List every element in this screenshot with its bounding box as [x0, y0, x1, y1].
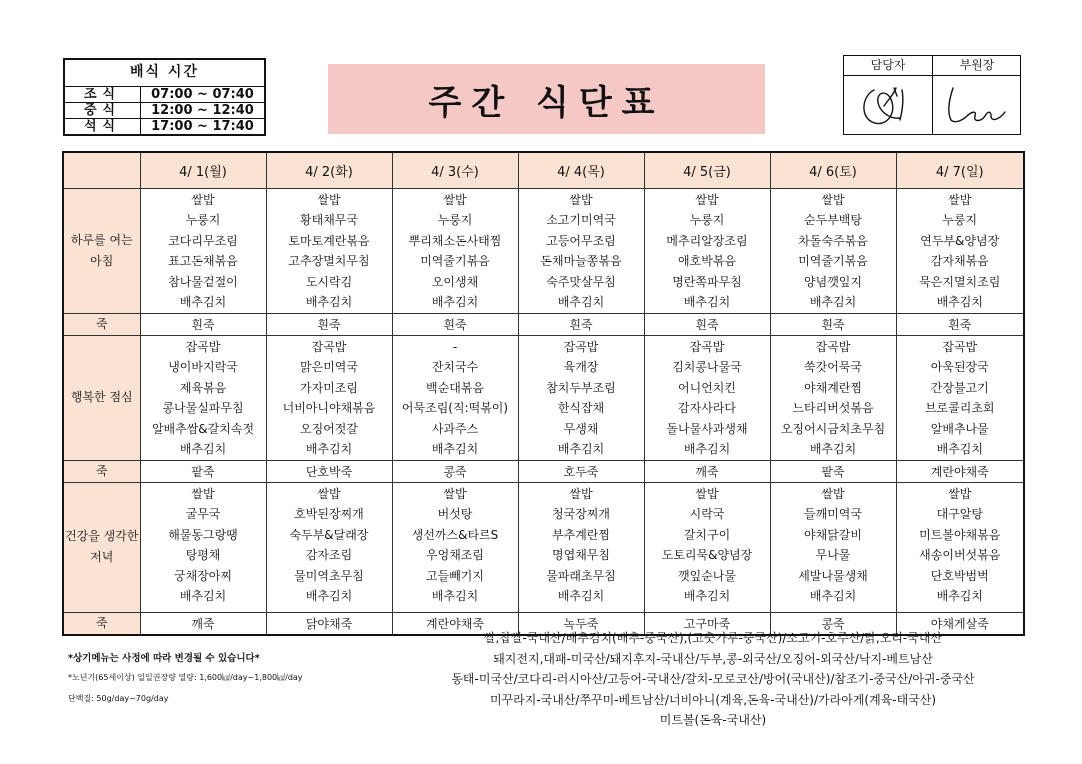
menu-item: 잡곡밥	[185, 339, 221, 354]
day-header-row	[63, 152, 1024, 188]
menu-item: 오이생채	[431, 274, 479, 289]
porridge-cell: 콩죽	[770, 612, 896, 635]
origin-line: 쌀,찹쌀-국내산/배추김치(배추-중국산),(고춧가루-중국산)/소고기-호주산/닭,오리-국내산	[483, 631, 943, 645]
menu-item: 어묵조림(직:떡볶이)	[401, 401, 509, 415]
menu-item: 들깨미역국	[804, 507, 862, 521]
menu-item: 어니언치킨	[678, 380, 736, 395]
menu-item: 쌀밥	[821, 192, 845, 207]
porridge-cell: 흰죽	[896, 313, 1024, 335]
meal-label: 건강을 생각한 저녁	[63, 482, 140, 612]
meal-time-row-lunch	[65, 103, 264, 119]
menu-item: 야채닭갈비	[804, 527, 862, 542]
porridge-cell: 흰죽	[644, 313, 770, 335]
porridge-cell: 팥죽	[140, 460, 266, 482]
menu-item: 배추김치	[305, 442, 353, 456]
menu-item: 세발나물생채	[798, 568, 868, 583]
menu-item: 물미역초무침	[294, 568, 364, 583]
menu-item: 배추김치	[809, 589, 857, 603]
manager-signature	[844, 76, 932, 138]
menu-item: 배추김치	[305, 589, 353, 603]
menu-item: 미역줄기볶음	[798, 254, 868, 268]
menu-item: 뿌리채소돈사태찜	[408, 233, 502, 248]
menu-item: 소고기미역국	[546, 213, 616, 227]
vice-director-label: 부원장	[933, 56, 1021, 76]
menu-item: 토마토계란볶음	[288, 233, 370, 248]
menu-item: 참나물겉절이	[168, 274, 238, 289]
menu-item: 메추리알장조림	[666, 233, 748, 248]
menu-item: 부추계란찜	[552, 527, 610, 542]
porridge-row-breakfast	[63, 313, 1024, 335]
menu-item: 고추장멸치무침	[288, 254, 370, 268]
menu-item: 미트볼야채볶음	[919, 527, 1001, 542]
menu-item: 배추김치	[683, 589, 731, 603]
menu-item: 배추김치	[809, 295, 857, 309]
menu-item: 새송이버섯볶음	[919, 548, 1001, 562]
menu-item: 쌀밥	[569, 192, 593, 207]
menu-item: 갈치구이	[683, 527, 731, 542]
menu-item: 쌀밥	[191, 486, 215, 501]
menu-item: 해물동그랑땡	[168, 527, 238, 542]
menu-list	[771, 336, 896, 460]
menu-item: 쌀밥	[443, 486, 467, 501]
menu-item: 느타리버섯볶음	[792, 401, 874, 415]
menu-item: 명란쪽파무침	[672, 274, 742, 289]
menu-list	[393, 483, 518, 607]
meal-row-breakfast	[63, 188, 1024, 313]
menu-item: 굴무국	[185, 507, 221, 521]
meal-time-label: 중식	[65, 103, 141, 118]
manager-label: 담당자	[844, 56, 932, 76]
menu-item: 대구알탕	[936, 507, 983, 521]
menu-item: 배추김치	[809, 442, 857, 456]
menu-item: 쌀밥	[821, 486, 845, 501]
menu-list	[645, 336, 770, 460]
porridge-cell: 녹두죽	[518, 612, 644, 635]
menu-item: 쌀밥	[191, 192, 215, 207]
menu-cell	[770, 335, 896, 460]
menu-cell	[140, 482, 266, 612]
menu-item: 백순대볶음	[426, 380, 484, 395]
menu-list	[771, 483, 896, 607]
menu-item: 잔치국수	[431, 360, 479, 374]
menu-item: 쌀밥	[948, 486, 972, 501]
menu-cell	[896, 188, 1024, 313]
menu-cell	[896, 335, 1024, 460]
menu-item: 배추김치	[305, 295, 353, 309]
menu-item: 배추김치	[431, 442, 479, 456]
day-header: 4/ 7(일)	[896, 152, 1024, 188]
menu-item: 누룽지	[185, 213, 221, 227]
menu-item: 쌀밥	[948, 192, 972, 207]
menu-item: 오징어시금치초무침	[780, 421, 886, 436]
day-header: 4/ 1(월)	[140, 152, 266, 188]
vice-director-signature	[933, 76, 1021, 138]
menu-cell	[140, 188, 266, 313]
menu-list	[771, 189, 896, 313]
day-header: 4/ 6(토)	[770, 152, 896, 188]
menu-list	[267, 483, 392, 607]
meal-time-value: 07:00 ~ 07:40	[151, 87, 254, 102]
porridge-cell: 고구마죽	[644, 612, 770, 635]
menu-cell	[518, 482, 644, 612]
menu-item: 배추김치	[179, 442, 227, 456]
menu-list	[267, 336, 392, 460]
menu-list	[519, 483, 644, 607]
menu-item: 잡곡밥	[563, 339, 599, 354]
meal-row-dinner	[63, 482, 1024, 612]
menu-list	[519, 336, 644, 460]
menu-item: 생선까스&타르S	[411, 527, 499, 542]
porridge-label: 죽	[63, 313, 140, 335]
menu-item: 배추김치	[683, 295, 731, 309]
porridge-cell: 계란야채죽	[392, 612, 518, 635]
menu-item: 애호박볶음	[678, 254, 736, 268]
menu-item: 김치콩나물국	[672, 360, 742, 374]
porridge-cell: 단호박죽	[266, 460, 392, 482]
porridge-cell: 흰죽	[140, 313, 266, 335]
handwritten-signature-vice	[933, 76, 1021, 134]
menu-cell	[644, 335, 770, 460]
origin-info	[398, 628, 1028, 731]
protein-note: 단백질: 50g/day~70g/day	[68, 694, 169, 703]
menu-item: 맑은미역국	[300, 360, 358, 374]
menu-item: 무나물	[815, 548, 851, 562]
menu-item: 알배추쌈&갈치속젓	[151, 421, 255, 436]
menu-list	[897, 189, 1024, 313]
menu-item: 야채계란찜	[804, 380, 862, 395]
menu-cell	[392, 335, 518, 460]
menu-item: 너비아니야채볶음	[282, 401, 376, 415]
menu-cell	[392, 188, 518, 313]
meal-time-box	[63, 58, 266, 136]
porridge-cell: 흰죽	[392, 313, 518, 335]
menu-item: 양념깻잎지	[804, 274, 862, 289]
menu-cell	[266, 188, 392, 313]
menu-item: 배추김치	[179, 295, 227, 309]
porridge-row-lunch	[63, 460, 1024, 482]
menu-item: 우엉채조림	[426, 548, 484, 562]
meal-time-row-dinner	[65, 119, 264, 135]
header-corner	[63, 152, 140, 188]
menu-item: 냉이바지락국	[168, 360, 238, 374]
menu-cell	[896, 482, 1024, 612]
menu-item: 배추김치	[936, 295, 983, 309]
menu-item: 쌀밥	[569, 486, 593, 501]
page-title: 주간 식단표	[428, 82, 665, 123]
menu-list	[267, 189, 392, 313]
menu-item: 누룽지	[689, 213, 725, 227]
menu-list	[393, 336, 518, 460]
menu-list	[645, 483, 770, 607]
menu-list	[519, 189, 644, 313]
menu-item: 아욱된장국	[930, 360, 989, 374]
meal-label: 행복한 점심	[63, 335, 140, 460]
menu-list	[897, 336, 1024, 460]
origin-line: 동태-미국산/코다리-러시아산/고등어-국내산/갈치-모로코산/방어(국내산)/참조기-중국산/아귀-중국산	[451, 672, 975, 686]
menu-item: 참치두부조림	[546, 380, 616, 395]
menu-item: 쑥갓어묵국	[804, 360, 862, 374]
menu-cell	[140, 335, 266, 460]
menu-list	[645, 189, 770, 313]
menu-cell	[518, 335, 644, 460]
porridge-cell: 호두죽	[518, 460, 644, 482]
porridge-label: 죽	[63, 460, 140, 482]
menu-item: 호박된장찌개	[294, 507, 364, 521]
day-header: 4/ 4(목)	[518, 152, 644, 188]
menu-item: 돌나물사과생채	[666, 421, 748, 436]
menu-item: 한식잡채	[557, 401, 605, 415]
menu-item: 쌀밥	[695, 486, 719, 501]
porridge-cell: 야채게살죽	[896, 612, 1024, 635]
menu-item: 쌀밥	[443, 192, 467, 207]
menu-item: 잡곡밥	[689, 339, 725, 354]
menu-item: 숙두부&달래장	[289, 527, 369, 542]
menu-list	[141, 483, 266, 607]
menu-item: 황태채무국	[300, 213, 358, 227]
meal-time-title: 배식 시간	[65, 60, 264, 87]
day-header: 4/ 5(금)	[644, 152, 770, 188]
porridge-label: 죽	[63, 612, 140, 635]
menu-item: 감자채볶음	[930, 254, 989, 268]
menu-item: 버섯탕	[437, 507, 473, 521]
menu-item: 물파래초무침	[546, 568, 616, 583]
menu-item: 브로콜리초회	[924, 401, 995, 415]
menu-item: 배추김치	[557, 589, 605, 603]
title-banner	[328, 64, 765, 134]
menu-item: 배추김치	[179, 589, 227, 603]
menu-item: 코다리무조림	[168, 233, 238, 248]
porridge-cell: 팥죽	[770, 460, 896, 482]
menu-cell	[644, 482, 770, 612]
menu-item: 탕평채	[185, 548, 221, 562]
menu-item: 단호박범벅	[930, 568, 989, 583]
menu-item: 순두부백탕	[804, 213, 862, 227]
origin-line: 미트볼(돈육-국내산)	[659, 713, 767, 727]
menu-item: 제육볶음	[179, 380, 227, 395]
menu-item: 배추김치	[431, 295, 479, 309]
menu-item: 누룽지	[437, 213, 473, 227]
menu-cell	[770, 482, 896, 612]
day-header: 4/ 3(수)	[392, 152, 518, 188]
menu-item: 표고돈채볶음	[168, 254, 238, 268]
porridge-cell: 흰죽	[770, 313, 896, 335]
porridge-cell: 닭야채죽	[266, 612, 392, 635]
origin-line: 돼지전지,대패-미국산/돼지후지-국내산/두부,콩-외국산/오징어-외국산/낙지-베트남산	[493, 651, 933, 666]
menu-item: 간장불고기	[930, 380, 989, 395]
menu-item: 감자조림	[305, 548, 353, 562]
menu-item: 배추김치	[936, 589, 983, 603]
approval-box	[843, 55, 1021, 135]
menu-item: 쌀밥	[317, 192, 341, 207]
menu-item: 잡곡밥	[311, 339, 347, 354]
calorie-note: *노년기(65세이상) 일일권장량 열량: 1,600㎉/day~1,800㎉/day	[68, 673, 303, 682]
day-header: 4/ 2(화)	[266, 152, 392, 188]
menu-list	[141, 336, 266, 460]
meal-time-label: 석식	[65, 119, 141, 135]
menu-item: 배추김치	[557, 442, 605, 456]
menu-item: 궁채장아찌	[174, 568, 232, 583]
menu-item: 묵은지멸치조림	[919, 274, 1001, 289]
menu-list	[393, 189, 518, 313]
menu-item: 깻잎순나물	[678, 568, 736, 583]
menu-cell	[266, 482, 392, 612]
menu-list	[897, 483, 1024, 607]
menu-item: 도토리묵&양념장	[661, 548, 753, 562]
vice-director-approval	[932, 56, 1021, 134]
menu-item: 감자사라다	[678, 401, 736, 415]
menu-item: 누룽지	[942, 213, 978, 227]
porridge-cell: 흰죽	[518, 313, 644, 335]
menu-list	[141, 189, 266, 313]
change-notice: *상기메뉴는 사정에 따라 변경될 수 있습니다*	[68, 653, 260, 664]
meal-time-value: 17:00 ~ 17:40	[151, 119, 254, 134]
manager-approval	[844, 56, 932, 134]
menu-item: 배추김치	[936, 442, 983, 456]
menu-item: 청국장찌개	[552, 507, 610, 521]
menu-item: 고들빼기지	[426, 568, 484, 583]
menu-item: 육개장	[563, 360, 599, 374]
menu-item: 시락국	[689, 507, 725, 521]
menu-cell	[266, 335, 392, 460]
menu-item: 사과주스	[431, 421, 479, 436]
menu-item: 알배추나물	[930, 421, 989, 436]
menu-item: 미역줄기볶음	[420, 254, 490, 268]
porridge-cell: 깨죽	[644, 460, 770, 482]
meal-time-row-breakfast	[65, 87, 264, 103]
menu-item: 명엽채무침	[552, 548, 610, 562]
menu-item: 오징어젓갈	[300, 421, 358, 436]
menu-item: 연두부&양념장	[920, 233, 1000, 248]
menu-cell	[644, 188, 770, 313]
menu-item: 가자미조림	[300, 380, 358, 395]
menu-item: 쌀밥	[317, 486, 341, 501]
menu-item: 차돌숙주볶음	[798, 233, 868, 248]
meal-label: 하루를 여는 아침	[63, 188, 140, 313]
porridge-cell: 콩죽	[392, 460, 518, 482]
meal-time-label: 조식	[65, 87, 141, 102]
weekly-menu-table	[62, 151, 1025, 636]
origin-line: 미꾸라지-국내산/쭈꾸미-베트남산/너비아니(계육,돈육-국내산)/가라아게(계육-태국산)	[489, 692, 937, 707]
meal-time-value: 12:00 ~ 12:40	[151, 103, 254, 118]
handwritten-signature-manager	[844, 76, 932, 134]
porridge-cell: 깨죽	[140, 612, 266, 635]
menu-item: -	[452, 339, 458, 354]
menu-item: 콩나물실파무침	[162, 401, 244, 415]
porridge-cell: 계란야채죽	[896, 460, 1024, 482]
menu-item: 도시락김	[305, 274, 353, 289]
menu-item: 무생채	[563, 421, 599, 436]
menu-item: 잡곡밥	[942, 339, 978, 354]
menu-item: 고등어무조림	[546, 233, 616, 248]
menu-cell	[392, 482, 518, 612]
menu-cell	[770, 188, 896, 313]
menu-item: 숙주맛살무침	[546, 274, 616, 289]
meal-row-lunch	[63, 335, 1024, 460]
porridge-cell: 흰죽	[266, 313, 392, 335]
menu-item: 잡곡밥	[815, 339, 851, 354]
menu-item: 돈채마늘쫑볶음	[540, 254, 622, 268]
menu-item: 배추김치	[431, 589, 479, 603]
menu-item: 쌀밥	[695, 192, 719, 207]
menu-item: 배추김치	[683, 442, 731, 456]
menu-cell	[518, 188, 644, 313]
menu-item: 배추김치	[557, 295, 605, 309]
